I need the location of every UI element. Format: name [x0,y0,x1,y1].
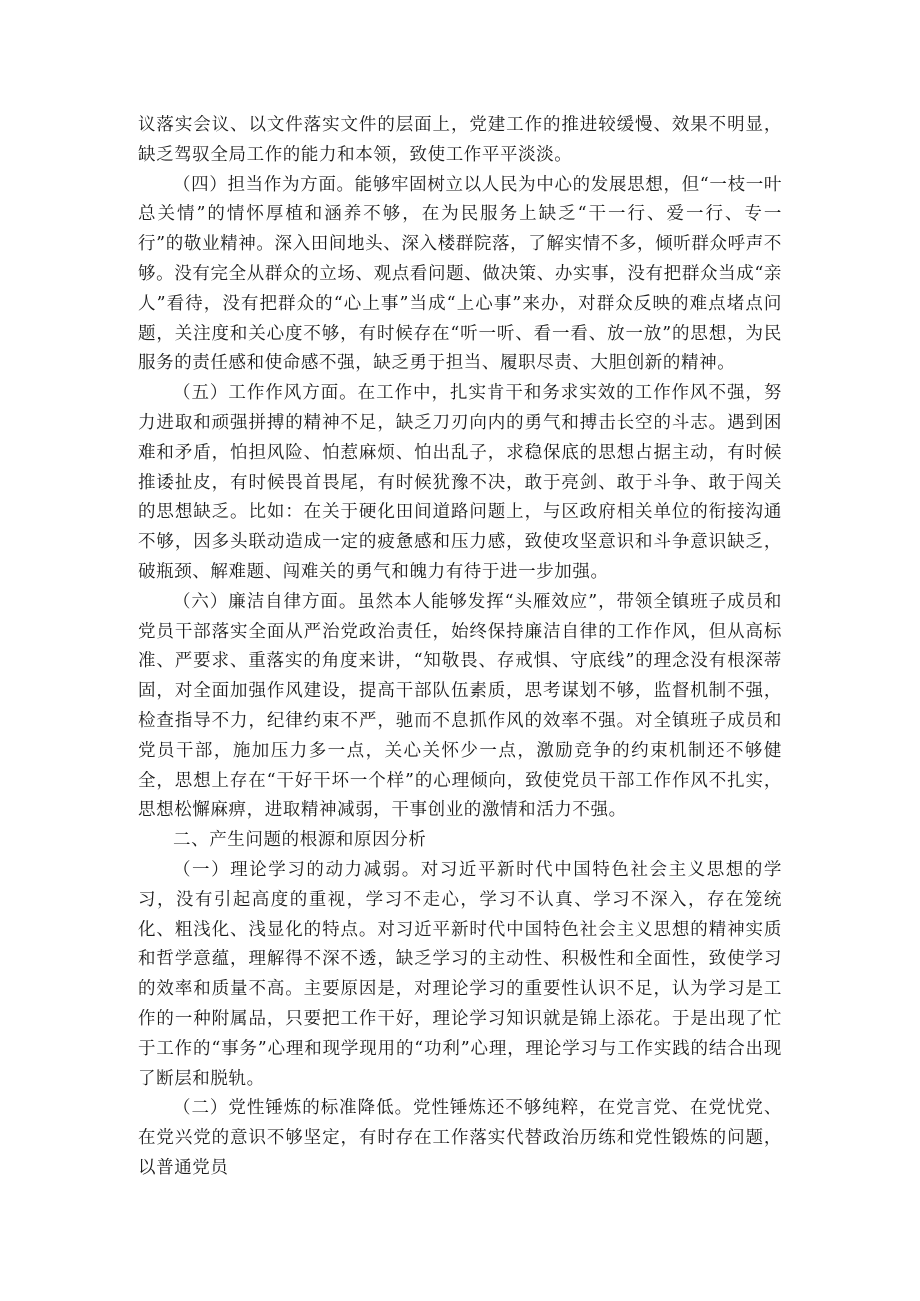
paragraph-theory-study: （一）理论学习的动力减弱。对习近平新时代中国特色社会主义思想的学习，没有引起高度的重视，学习不走心，学习不认真、学习不深入，存在笼统化、粗浅化、浅显化的特点。对习近平新时代中国特色社会主义思想的精神实质和哲学意蕴，理解得不深不透，缺乏学习的主动性、积极性和全面性，致使学习的效率和质量不高。主要原因是，对理论学习的重要性认识不足，认为学习是工作的一种附属品，只要把工作干好，理论学习知识就是锦上添花。于是出现了忙于工作的“事务”心理和现学现用的“功利”心理，理论学习与工作实践的结合出现了断层和脱轨。 [138,859,782,1089]
section-heading: 二、产生问题的根源和原因分析 [173,830,427,851]
paragraph-continuation: 议落实会议、以文件落实文件的层面上，党建工作的推进较缓慢、效果不明显，缺乏驾驭全局工作的能力和本领，致使工作平平淡淡。 [138,115,782,165]
paragraph-work-style: （五）工作作风方面。在工作中，扎实肯干和务求实效的工作作风不强，努力进取和顽强拼搏的精神不足，缺乏刀刃向内的勇气和搏击长空的斗志。遇到困难和矛盾，怕担风险、怕惹麻烦、怕出乱子，求稳保底的思想占据主动，有时候推诿扯皮，有时候畏首畏尾，有时候犹豫不决，敢于亮剑、敢于斗争、敢于闯关的思想缺乏。比如：在关于硬化田间道路问题上，与区政府相关单位的衔接沟通不够，因多头联动造成一定的疲惫感和压力感，致使攻坚意识和斗争意识缺乏，破瓶颈、解难题、闯难关的勇气和魄力有待于进一步加强。 [138,383,782,582]
paragraph-integrity: （六）廉洁自律方面。虽然本人能够发挥“头雁效应”，带领全镇班子成员和党员干部落实全面从严治党政治责任，始终保持廉洁自律的工作作风，但从高标准、严要求、重落实的角度来讲，“知敬畏、存戒惧、守底线”的理念没有根深蒂固，对全面加强作风建设，提高干部队伍素质，思考谋划不够，监督机制不强，检查指导不力，纪律约束不严，驰而不息抓作风的效率不强。对全镇班子成员和党员干部，施加压力多一点，关心关怀少一点，激励竞争的约束机制还不够健全，思想上存在“干好干坏一个样”的心理倾向，致使党员干部工作作风不扎实，思想松懈麻痹，进取精神减弱，干事创业的激情和活力不强。 [138,591,782,821]
document-page [138,111,782,1184]
paragraph-responsibility: （四）担当作为方面。能够牢固树立以人民为中心的发展思想，但“一枝一叶总关情”的情怀厚植和涵养不够，在为民服务上缺乏“干一行、爱一行、专一行”的敬业精神。深入田间地头、深入楼群院落，了解实情不多，倾听群众呼声不够。没有完全从群众的立场、观点看问题、做决策、办实事，没有把群众当成“亲人”看待，没有把群众的“心上事”当成“上心事”来办，对群众反映的难点堵点问题，关注度和关心度不够，有时候存在“听一听、看一看、放一放”的思想，为民服务的责任感和使命感不强，缺乏勇于担当、履职尽责、大胆创新的精神。 [138,174,782,374]
paragraph-party-spirit: （二）党性锤炼的标准降低。党性锤炼还不够纯粹，在党言党、在党忧党、在党兴党的意识不够坚定，有时存在工作落实代替政治历练和党性锻炼的问题，以普通党员 [138,1098,782,1178]
